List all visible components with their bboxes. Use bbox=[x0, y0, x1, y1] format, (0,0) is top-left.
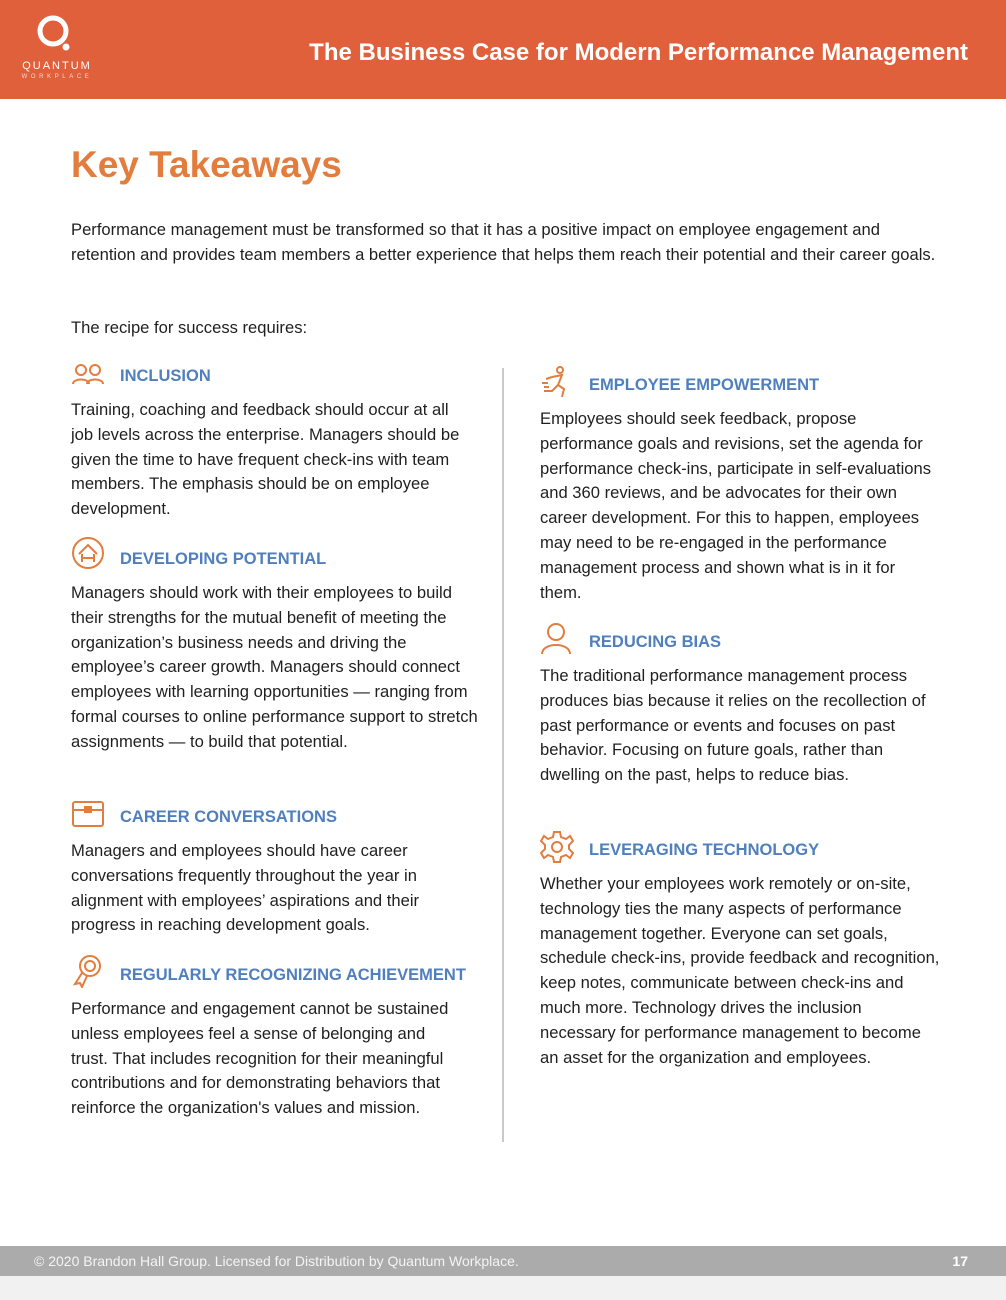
section-body: The traditional performance management process produces bias because it relies on the recollection of past performance or events and focuses on past behavior. Focusing on future goals, rather than dwelling on the past, helps to reduce bias. bbox=[540, 666, 926, 785]
section-heading: EMPLOYEE EMPOWERMENT bbox=[589, 376, 820, 394]
intro-paragraph: Performance management must be transformed so that it has a positive impact on employee engagement and retention and provides team members a better experience that helps them reach their potential and their career goals. bbox=[71, 220, 936, 264]
section-heading: INCLUSION bbox=[120, 367, 211, 385]
people-icon bbox=[71, 358, 105, 392]
page-number: 17 bbox=[952, 1253, 968, 1269]
section-body: Whether your employees work remotely or on-site, technology ties the many aspects of performance management together. Everyone can set goals, schedule check-ins, provide feedback and recognition, keep notes, communicate between check-ins and much more. Technology drives the inclusion necessary for performance management to become an asset for the organization and employees. bbox=[540, 874, 940, 1067]
section-heading: DEVELOPING POTENTIAL bbox=[120, 550, 327, 568]
person-outline-icon bbox=[540, 622, 574, 656]
logo-subtitle: WORKPLACE bbox=[21, 74, 93, 80]
bottom-strip bbox=[0, 1276, 1006, 1300]
running-person-icon bbox=[540, 365, 574, 399]
column-divider bbox=[502, 368, 504, 1142]
section-heading: REDUCING BIAS bbox=[589, 633, 722, 651]
gear-icon bbox=[540, 830, 574, 864]
recipe-line: The recipe for success requires: bbox=[71, 318, 308, 337]
page-title: Key Takeaways bbox=[71, 144, 342, 185]
section-body: Managers should work with their employees to build their strengths for the mutual benefit of meeting the organization’s business needs and driving the employee’s career growth. Managers should connect employees with learning opportunities — ranging from formal courses to online performance support to stretch assignments — to build that potential. bbox=[71, 583, 478, 751]
copyright-text: © 2020 Brandon Hall Group. Licensed for Distribution by Quantum Workplace. bbox=[34, 1253, 519, 1269]
quantum-logo-icon bbox=[36, 14, 72, 54]
award-ribbon-icon bbox=[71, 954, 105, 988]
section-body: Training, coaching and feedback should occur at all job levels across the enterprise. Managers should be given the time to have frequent check-ins with team members. The emphasis should be on employee development. bbox=[71, 400, 460, 519]
section-body: Managers and employees should have career conversations frequently throughout the year in alignment with employees’ aspirations and their progress in reaching development goals. bbox=[71, 841, 420, 935]
section-heading: REGULARLY RECOGNIZING ACHIEVEMENT bbox=[120, 966, 466, 984]
briefcase-icon bbox=[71, 798, 105, 832]
page-header bbox=[0, 0, 1006, 99]
growth-arrow-icon bbox=[71, 536, 105, 570]
page-footer bbox=[0, 1246, 1006, 1276]
document-title: The Business Case for Modern Performance Management bbox=[309, 39, 968, 66]
section-heading: CAREER CONVERSATIONS bbox=[120, 808, 337, 826]
section-body: Employees should seek feedback, propose performance goals and revisions, set the agenda for performance check-ins, participate in self-evaluations and 360 reviews, and be advocates for their own career development. For this to happen, employees may need to be re-engaged in the performance management process and shown what is in it for them. bbox=[540, 409, 932, 602]
logo-name: QUANTUM bbox=[22, 60, 92, 72]
section-body: Performance and engagement cannot be sustained unless employees feel a sense of belonging and trust. That includes recognition for their meaningful contributions and for demonstrating behaviors that reinforce the organization's values and mission. bbox=[71, 999, 449, 1118]
section-heading: LEVERAGING TECHNOLOGY bbox=[589, 841, 820, 859]
